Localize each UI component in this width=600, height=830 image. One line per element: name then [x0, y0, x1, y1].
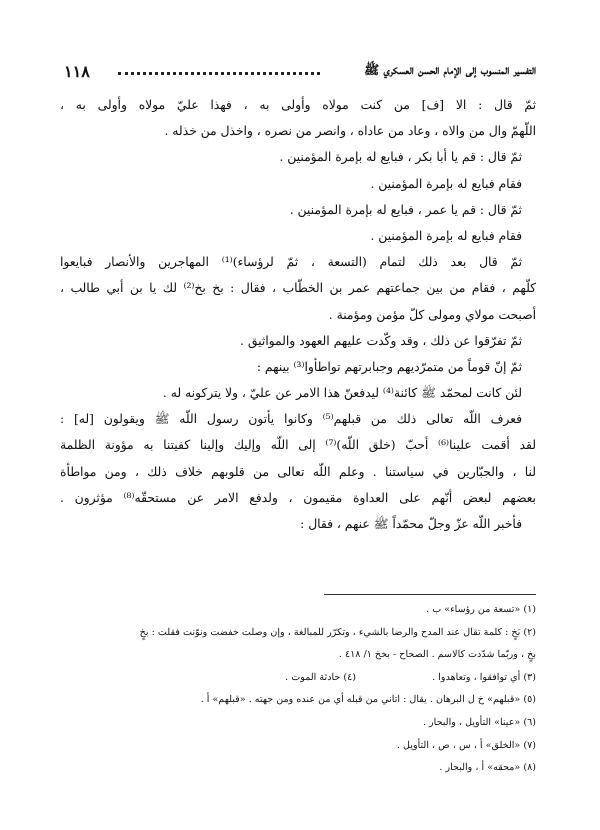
footnote-1: (١) «تسعة من رؤساء» ب .: [426, 604, 536, 615]
footnote-separator: [324, 594, 536, 595]
body-line-4: فقام فبايع له بإمرة المؤمنين .: [370, 176, 522, 191]
body-text: [60, 92, 536, 537]
body-line-14: لقد أقمت علينا⁽⁶⁾ أحبّ (خلق اللّه)⁽⁷⁾ إلى اللّه وإليك وإلينا كفيتنا به مؤونة الظلمة: [60, 438, 536, 453]
body-line-3: ثمّ قال : قم يا أبا بكر ، فبايع له بإمرة المؤمنين .: [279, 150, 522, 165]
header-dotted-rule: [118, 72, 320, 75]
footnote-3-4-row: [60, 667, 536, 690]
footnote-8: (٨) «محقه» أ ، والبحار .: [439, 762, 536, 774]
body-line-1: ثمّ قال : الا [ف] من كنت مولاه وأولى به ، فهذا عليّ مولاه وأولى به ،: [60, 98, 536, 112]
footnote-3: (٣) أي توافقوا ، وتعاهدوا .: [432, 671, 536, 683]
body-line-13: فعرف اللّه تعالى ذلك من قبلهم⁽⁵⁾ وكانوا يأتون رسول اللّه ﷺ ويقولون [له] :: [60, 412, 522, 427]
footnotes: [60, 599, 536, 780]
footnote-2: (٢) بَخٍ : كلمة تقال عند المدح والرضا بالشيء ، وتكرّر للمبالغة ، وإن وصلت خفضت ونوّنت فقلت : بخٍ: [139, 626, 536, 638]
body-line-15: لنا ، والجبّارين في سياستنا . وعلم اللّه تعالى من قلوبهم خلاف ذلك ، ومن مواطأة: [60, 464, 536, 479]
body-line-16: بعضهم لبعض أنّهم على العداوة مقيمون ، ولدفع الامر عن مستحقّه⁽⁸⁾ مؤثرون .: [60, 490, 536, 505]
body-line-11: ثمّ إنّ قوماً من متمرّديهم وجبابرتهم تواطأوا⁽³⁾ بينهم :: [256, 359, 522, 374]
body-line-5: ثمّ قال : قم يا عمر ، فبايع له بإمرة المؤمنين .: [289, 202, 522, 217]
footnote-2-continued: بخٍ ، وربّما شدّدت كالاسم . الصحاح - بخخ ١/ ٤١٨ .: [338, 649, 536, 661]
body-line-12: لئن كانت لمحمّد ﷺ كائنة⁽⁴⁾ ليدفعنّ هذا الامر عن عليّ ، ولا يتركونه له .: [162, 386, 522, 401]
body-line-10: ثمّ تفرّقوا عن ذلك ، وقد وكّدت عليهم العهود والمواثيق .: [240, 333, 522, 348]
body-line-6: فقام فبايع له بإمرة المؤمنين .: [370, 228, 522, 243]
footnote-4: (٤) حادثة الموت .: [285, 671, 357, 683]
footnote-6: (٦) «عينا» التأويل ، والبحار .: [422, 716, 536, 728]
footnote-5: (٥) «قبلهم» خ ل البرهان . يقال : اتاني من قبله أي من عنده ومن جهته . «قبلهم» أ .: [200, 694, 536, 706]
body-line-8: كلّهم ، فقام من بين جماعتهم عمر بن الخطّاب ، فقال : بخ بخ⁽²⁾ لك يا بن أبي طالب ،: [60, 281, 536, 296]
page-number: ١١٨: [64, 62, 90, 81]
footnote-7: (٧) «الخلق» أ ، س ، ص ، التأويل .: [396, 739, 536, 751]
body-line-17: فأخبر اللّه عزّ وجلّ محمّداً ﷺ عنهم ، فقال :: [300, 517, 522, 531]
body-line-7: ثمّ قال بعد ذلك لتمام (التسعة ، ثمّ لرؤساء)⁽¹⁾ المهاجرين والأنصار فبايعوا: [60, 255, 523, 270]
body-line-2: اللّهمّ وال من والاه ، وعاد من عاداه ، وانصر من نصره ، واخذل من خذله .: [164, 124, 536, 139]
body-line-9: أصبحت مولاي ومولى كلّ مؤمن ومؤمنة .: [328, 307, 536, 322]
running-title: التفسير المنسوب إلى الإمام الحسن العسكري ﷺ: [364, 62, 536, 77]
